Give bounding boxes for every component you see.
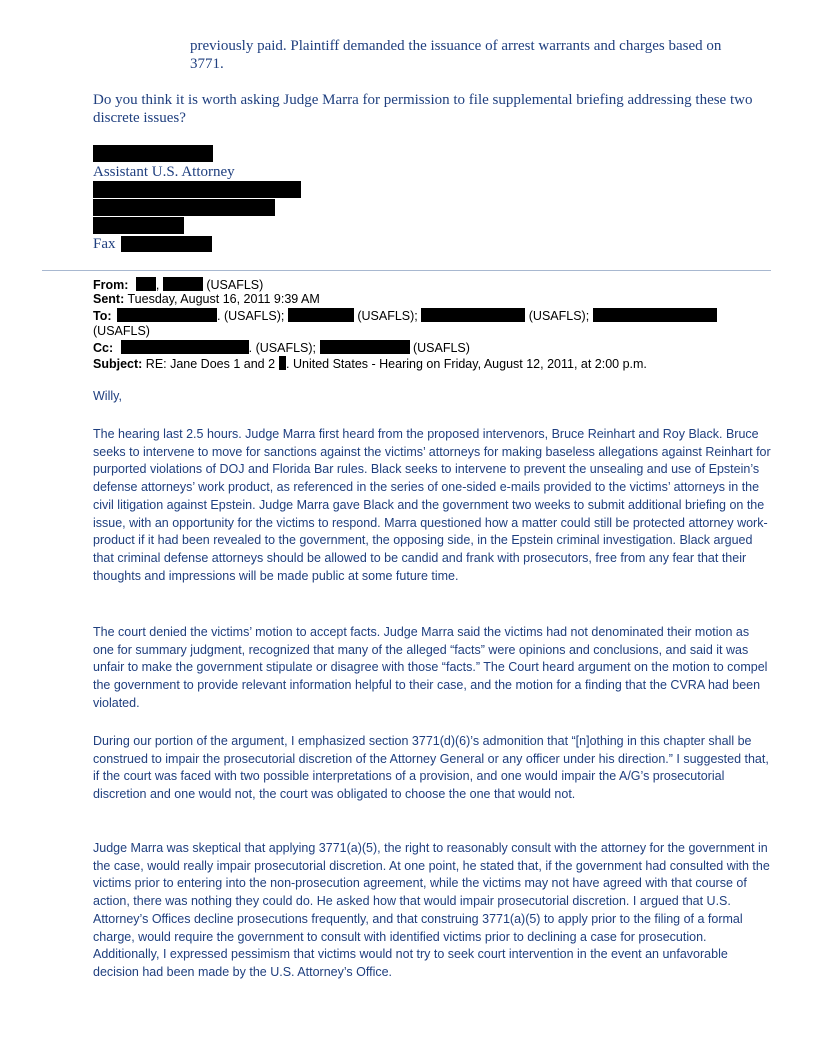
email-header-subject xyxy=(93,356,647,373)
redacted-cc-1 xyxy=(121,340,249,354)
redacted-subject-party xyxy=(279,356,286,370)
quoted-text-line2: 3771. xyxy=(190,56,224,72)
sent-label: Sent: xyxy=(93,292,125,306)
redacted-fax-number xyxy=(121,236,212,252)
redacted-signer-name xyxy=(93,145,213,162)
redacted-to-4 xyxy=(593,308,717,322)
signature-title: Assistant U.S. Attorney xyxy=(93,164,235,180)
email-paragraph-facts-motion: The court denied the victims’ motion to accept facts. Judge Marra said the victims had not denominated their motion as one for summary judgment, recognized that many of the alleged “facts” were opinions and conclusions, and said it was unfair to make the government stipulate or disagree with those “facts.” The Court heard argument on the motion to compel the government to provide relevant information helpful to their case, and the motion for a finding that the CVRA had been violated. xyxy=(93,625,768,710)
email-paragraph-argument: During our portion of the argument, I emphasized section 3771(d)(6)’s admonition that “[n]othing in this chapter shall be construed to impair the prosecutorial discretion of the Attorney General or any officer under his direction.” I suggested that, if the court was faced with two possible interpretations of a provision, and one would impair the A/G’s prosecutorial discretion and one would not, the court was obligated to choose the one that would not. xyxy=(93,734,769,802)
redacted-to-2 xyxy=(288,308,354,322)
sent-value: Tuesday, August 16, 2011 9:39 AM xyxy=(127,292,320,306)
subject-label: Subject: xyxy=(93,357,143,371)
to-recipient-1-org: . (USAFLS); xyxy=(217,309,285,323)
to-recipient-3-org: (USAFLS); xyxy=(528,309,590,323)
to-recipient-4-org: (USAFLS) xyxy=(93,324,150,338)
redacted-cc-2 xyxy=(320,340,410,354)
redacted-from-first xyxy=(163,277,203,291)
subject-prefix: RE: Jane Does 1 and 2 xyxy=(145,357,276,371)
redacted-from-last xyxy=(136,277,156,291)
email-greeting: Willy, xyxy=(93,389,122,403)
redacted-office-line1 xyxy=(93,181,301,198)
to-label: To: xyxy=(93,309,112,323)
email-paragraph-discretion: Judge Marra was skeptical that applying 3771(a)(5), the right to reasonably consult with the attorney for the government in the case, would really impair prosecutorial discretion. At one point, he stated that, if the government had consulted with the victims prior to entering into the non-prosecution agreement, while the victims may not have agreed with that course of action, there was nothing they could do. He asked how that would impair prosecutorial discretion. I argued that U.S. Attorney’s Offices decline prosecutions frequently, and that construing 3771(a)(5) to apply prior to the filing of a formal charge, would require the government to consult with identified victims prior to declining a case for prosecution. Additionally, I expressed pessimism that victims would not try to seek court intervention in the event an unfavorable decision had been made by the U.S. Attorney’s Office. xyxy=(93,841,770,979)
to-recipient-2-org: (USAFLS); xyxy=(357,309,418,323)
question-paragraph: Do you think it is worth asking Judge Marra for permission to file supplemental briefing addressing these two discrete issues? xyxy=(93,92,753,126)
subject-suffix: . United States - Hearing on Friday, August 12, 2011, at 2:00 p.m. xyxy=(286,357,647,371)
email-header-cc xyxy=(93,340,470,357)
from-org: (USAFLS) xyxy=(206,278,264,292)
cc-label: Cc: xyxy=(93,341,114,355)
redacted-to-3 xyxy=(421,308,525,322)
from-label: From: xyxy=(93,278,129,292)
cc-recipient-2-org: (USAFLS) xyxy=(412,341,470,355)
email-header-sent xyxy=(93,292,320,308)
from-separator: , xyxy=(155,278,160,292)
email-paragraph-hearing: The hearing last 2.5 hours. Judge Marra first heard from the proposed intervenors, Bruce Reinhart and Roy Black. Bruce seeks to intervene to move for sanctions against the victims’ attorneys for making baseless allegations against Reinhart for purported violations of DOJ and Florida Bar rules. Black seeks to intervene to prevent the unsealing and use of Epstein’s defense attorneys’ work product, as referenced in the series of one-sided e-mails provided to the victims’ attorneys in the civil litigation against Epstein. Judge Marra gave Black and the government two weeks to submit additional briefing on the issue, with an opportunity for the victims to respond. Marra questioned how a matter could still be protected attorney work-product if it had been revealed to the government, the opposing side, in the Epstein criminal investigation. Black argued that criminal defense attorneys should be allowed to be candid and frank with prosecutors, free from any fear that their thoughts and impressions will be made public at some future time. xyxy=(93,427,771,583)
redacted-to-1 xyxy=(117,308,217,322)
redacted-phone xyxy=(93,217,184,234)
redacted-office-line2 xyxy=(93,199,275,216)
cc-recipient-1-org: . (USAFLS); xyxy=(248,341,317,355)
quoted-text-line1: previously paid. Plaintiff demanded the issuance of arrest warrants and charges based on xyxy=(190,38,722,54)
fax-label: Fax xyxy=(93,236,116,252)
email-divider xyxy=(42,270,771,271)
email-header-to xyxy=(93,308,717,325)
